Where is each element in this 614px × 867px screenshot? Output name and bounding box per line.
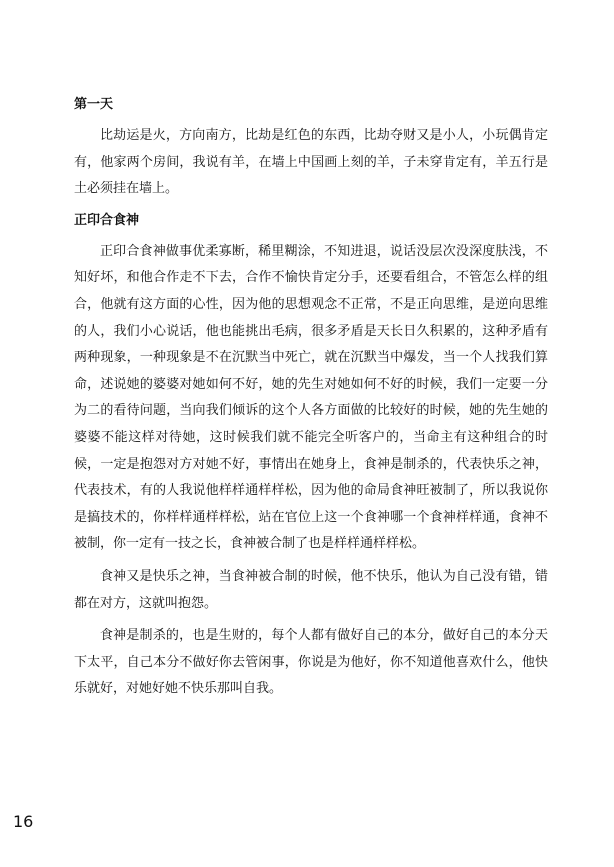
section-heading-day-one: 第一天 — [74, 97, 114, 112]
paragraph: 正印合食神做事优柔寡断，稀里糊涂，不知进退，说话没层次没深度肤浅，不知好坏，和他合作走不下去，合作不愉快肯定分手，还要看组合，不管怎么样的组合，他就有这方面的心性，因为他的思想观念不正常，不是正向思维，是逆向思维的人，我们小心说话，他也能挑出毛病，很多矛盾是天长日久积累的，这种矛盾有两种现象，一种现象是不在沉默当中死亡，就在沉默当中爆发，当一个人找我们算命，述说她的婆婆对她如何不好，她的先生对她如何不好的时候，我们一定要一分为二的看待问题，当向我们倾诉的这个人各方面做的比较好的时候，她的先生她的婆婆不能这样对待她，这时候我们就不能完全听客户的，当命主有这种组合的时候，一定是抱怨对方对她不好，事情出在她身上，食神是制杀的，代表快乐之神，代表技术，有的人我说他样样通样样松，因为他的命局食神旺被制了，所以我说你是搞技术的，你样样通样样松，站在官位上这一个食神哪一个食神样样通，食神不被制，你一定有一技之长，食神被合制了也是样样通样样松。 — [74, 243, 548, 552]
paragraph: 食神又是快乐之神，当食神被合制的时候，他不快乐，他认为自己没有错，错都在对方，这就叫抱怨。 — [74, 568, 548, 611]
paragraph: 比劫运是火，方向南方，比劫是红色的东西，比劫夺财又是小人，小玩偶肯定有，他家两个房间，我说有羊，在墙上中国画上刻的羊，子未穿肯定有，羊五行是土必须挂在墙上。 — [74, 128, 548, 197]
section-heading-zhengyin-he-shishen: 正印合食神 — [74, 212, 140, 228]
paragraph: 食神是制杀的，也是生财的，每个人都有做好自己的本分，做好自己的本分天下太平，自己本分不做好你去管闲事，你说是为他好，你不知道他喜欢什么，他快乐就好，对她好她不快乐那叫自我。 — [74, 628, 548, 697]
page-content — [74, 93, 548, 709]
page-number: 16 — [13, 812, 34, 831]
